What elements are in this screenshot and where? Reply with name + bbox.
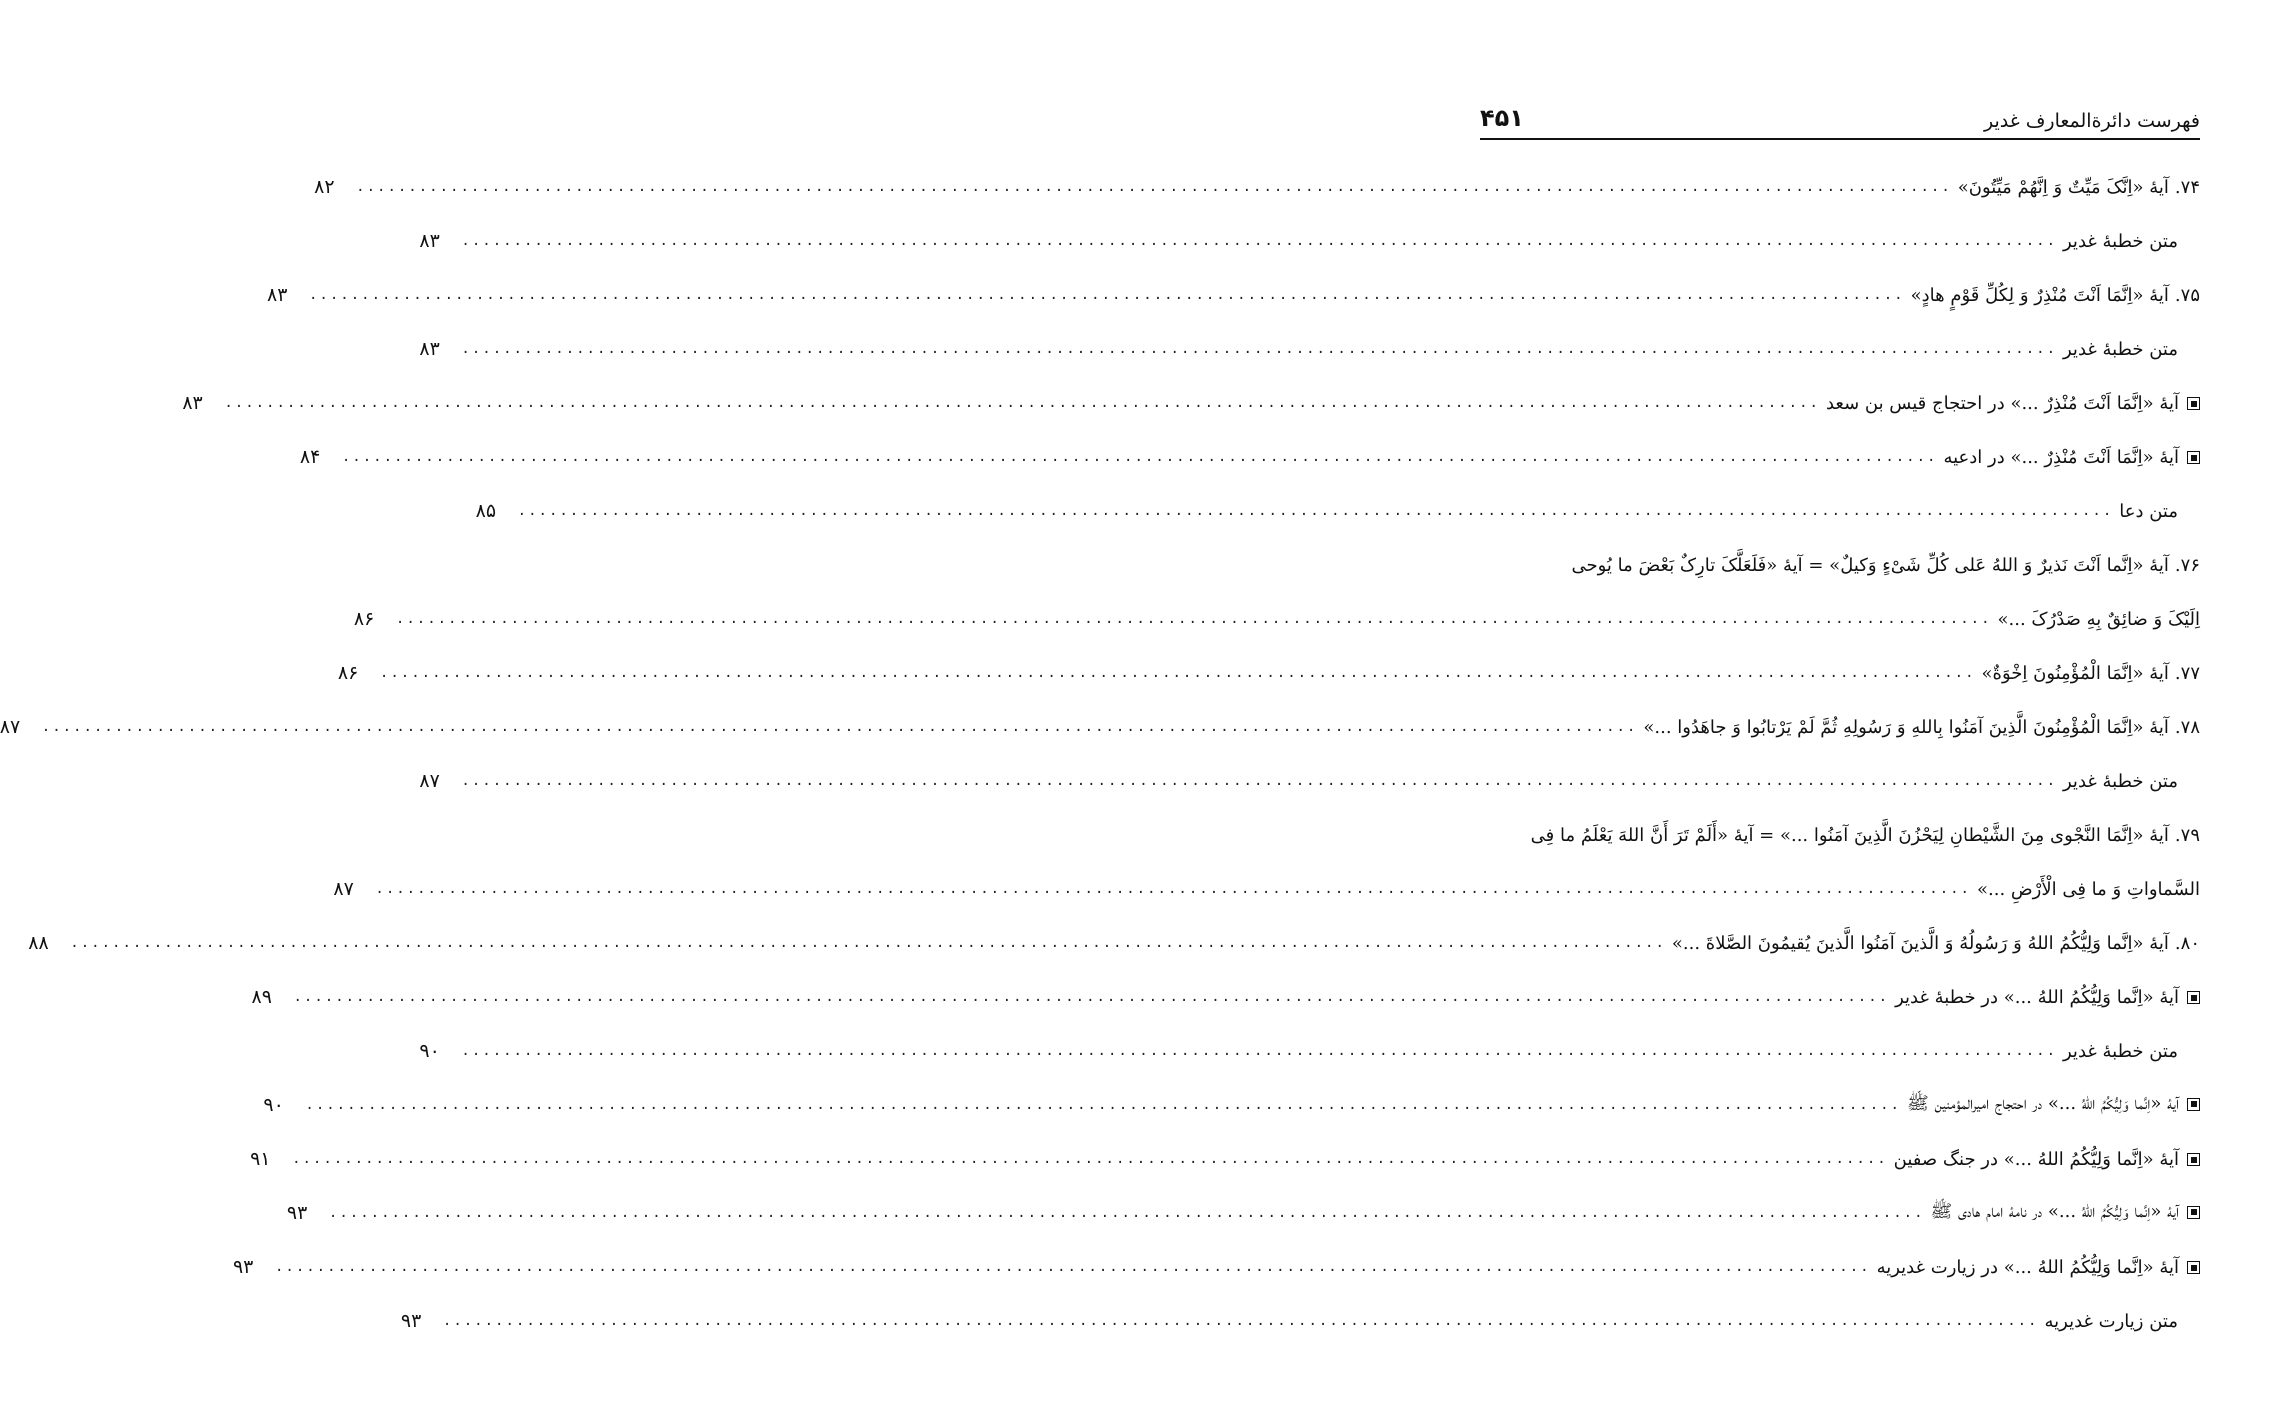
toc-entry: [299, 430, 2200, 484]
entry-title: آیهٔ «اِنَّمَا اَنْتَ مُنْذِرٌ وَ لِکُلِّ قَوْمٍ هادٍ»: [1910, 284, 2169, 306]
entry-title: متن خطبهٔ غدیر: [2063, 230, 2178, 252]
dot-leader: [342, 449, 1938, 465]
entry-page-number: ۸۳: [419, 230, 440, 252]
dot-leader: [70, 935, 1666, 951]
square-bullet-icon: [2187, 991, 2200, 1004]
dot-leader: [375, 881, 1971, 897]
dot-leader: [461, 773, 2057, 789]
entry-page-number: ۹۳: [400, 1310, 422, 1332]
toc-entry-text: [2044, 1311, 2178, 1332]
entry-page-number: ۹۰: [263, 1094, 284, 1116]
square-bullet-icon: [2187, 1261, 2200, 1274]
page-number: ۴۵۱: [1480, 104, 1524, 132]
dot-leader: [461, 233, 2057, 249]
dot-leader: [329, 1205, 1925, 1221]
table-of-contents: [0, 160, 2200, 1348]
entry-number: ۷۷.: [2174, 662, 2200, 684]
toc-entry: [400, 1294, 2200, 1348]
toc-entry-text: [1643, 717, 2200, 738]
toc-entry: [28, 916, 2200, 970]
toc-entry-text: [1982, 663, 2200, 684]
toc-entry: [0, 700, 2200, 754]
entry-number: ۷۶.: [2174, 554, 2200, 576]
entry-title: آیهٔ «اِنَّمَا الْمُؤْمِنُونَ اِخْوَةٌ»: [1981, 662, 2169, 684]
toc-entry-text: [1877, 1257, 2200, 1278]
toc-entry: [232, 1240, 2200, 1294]
toc-entry-text: [1571, 555, 2200, 576]
entry-title: اِلَیْکَ وَ ضائِقٌ بِهِ صَدْرُکَ ...»: [1997, 608, 2200, 630]
entry-title: السَّماواتِ وَ ما فِی الْأَرْضِ ...»: [1976, 878, 2200, 900]
entry-title: متن خطبهٔ غدیر: [2063, 1040, 2178, 1062]
entry-page-number: ۸۳: [182, 392, 203, 414]
toc-entry: [475, 484, 2200, 538]
toc-entry-text: [2063, 231, 2178, 252]
dot-leader: [224, 395, 1820, 411]
entry-number: ۷۴.: [2174, 176, 2200, 198]
toc-entry-text: [1672, 933, 2200, 954]
toc-entry-text: [1826, 393, 2200, 414]
dot-leader: [461, 341, 2057, 357]
toc-entry-text: [1894, 1149, 2200, 1170]
toc-entry: [251, 970, 2200, 1024]
entry-page-number: ۸۳: [267, 284, 288, 306]
entry-page-number: ۹۳: [232, 1256, 254, 1278]
toc-entry: [353, 592, 2200, 646]
dot-leader: [42, 719, 1638, 735]
dot-leader: [461, 1043, 2057, 1059]
toc-entry-text: [1998, 609, 2201, 630]
entry-title: آیهٔ «اِنَّمَا النَّجْوی مِنَ الشَّیْطانِ لِیَحْزُنَ الَّذِینَ آمَنُوا ...» = آیهٔ «أَلَمْ تَرَ أَنَّ اللهَ یَعْلَمُ ما فِی: [1530, 824, 2169, 846]
entry-title: آیهٔ «اِنَّمَا الْمُؤْمِنُونَ الَّذِینَ آمَنُوا بِاللهِ وَ رَسُولِهِ ثُمَّ لَمْ یَرْتابُوا وَ جاهَدُوا ...»: [1643, 716, 2169, 738]
entry-title: آیهٔ «اِنَّما وَلِیُّکُمُ اللهُ ...» در نامهٔ امام هادی ﷺ: [1930, 1201, 2179, 1222]
toc-entry-text: [1907, 1092, 2200, 1118]
toc-entry: [286, 1186, 2200, 1240]
toc-entry-text: [1531, 825, 2200, 846]
toc-entry-text: [1977, 879, 2200, 900]
square-bullet-icon: [2187, 1206, 2200, 1219]
dot-leader: [518, 503, 2114, 519]
running-title: فهرست دائرةالمعارف غدير: [1983, 110, 2200, 132]
entry-title: آیهٔ «اِنَّما وَلِیُّکُمُ اللهُ ...» در جنگ صفین: [1893, 1148, 2179, 1170]
toc-entry-text: [1943, 447, 2200, 468]
dot-leader: [443, 1313, 2039, 1329]
entry-page-number: ۸۳: [419, 338, 440, 360]
toc-entry: [333, 862, 2200, 916]
entry-title: متن زیارت غدیریه: [2044, 1310, 2178, 1332]
entry-title: متن خطبهٔ غدیر: [2063, 338, 2178, 360]
entry-page-number: ۸۷: [419, 770, 440, 792]
toc-entry: [250, 1132, 2200, 1186]
toc-entry: [419, 1024, 2200, 1078]
entry-page-number: ۸۸: [28, 932, 49, 954]
entry-page-number: ۸۷: [333, 878, 354, 900]
entry-title: آیهٔ «اِنَّکَ مَیِّتٌ وَ اِنَّهُمْ مَیِّتُونَ»: [1957, 176, 2169, 198]
entry-page-number: ۹۰: [419, 1040, 440, 1062]
toc-entry: [419, 754, 2200, 808]
entry-page-number: ۸۶: [353, 608, 375, 630]
entry-title: آیهٔ «اِنَّما وَلِیُّکُمُ اللهُ ...» در احتجاج امیرالمؤمنین ﷺ: [1906, 1093, 2179, 1114]
entry-page-number: ۸۶: [337, 662, 359, 684]
entry-title: آیهٔ «اِنَّمَا اَنْتَ مُنْذِرٌ ...» در احتجاج قیس بن سعد: [1825, 392, 2179, 414]
toc-entry: [267, 268, 2200, 322]
entry-title: متن دعا: [2119, 500, 2178, 522]
square-bullet-icon: [2187, 451, 2200, 464]
entry-page-number: ۹۳: [286, 1202, 308, 1224]
toc-entry: [337, 646, 2200, 700]
dot-leader: [356, 179, 1952, 195]
toc-entry-text: [2063, 771, 2178, 792]
toc-entry-text: [2063, 1041, 2178, 1062]
toc-entry-text: [2119, 501, 2178, 522]
dot-leader: [292, 1151, 1888, 1167]
entry-title: آیهٔ «اِنَّما اَنْتَ نَذیرٌ وَ اللهُ عَلی کُلِّ شَیْءٍ وَکیلٌ» = آیهٔ «فَلَعَلَّکَ تارِکٌ بَعْضَ ما یُوحی: [1571, 554, 2169, 576]
toc-entry-text: [1911, 285, 2200, 306]
toc-entry-text: [1931, 1200, 2200, 1226]
dot-leader: [309, 287, 1905, 303]
dot-leader: [305, 1097, 1901, 1113]
toc-entry: [1480, 808, 2200, 862]
toc-entry-text: [1958, 177, 2200, 198]
page-header: [1480, 92, 2200, 140]
entry-title: آیهٔ «اِنَّما وَلِیُّکُمُ اللهُ وَ رَسُولُهُ وَ الَّذینَ آمَنُوا الَّذینَ یُقیمُونَ الصَّلاةَ ...»: [1671, 932, 2169, 954]
square-bullet-icon: [2187, 1098, 2200, 1111]
toc-entry: [182, 376, 2200, 430]
entry-title: متن خطبهٔ غدیر: [2063, 770, 2178, 792]
entry-title: آیهٔ «اِنَّما وَلِیُّکُمُ اللهُ ...» در خطبهٔ غدیر: [1895, 986, 2179, 1008]
entry-page-number: ۸۹: [251, 986, 272, 1008]
toc-entry: [419, 214, 2200, 268]
entry-number: ۷۹.: [2174, 824, 2200, 846]
dot-leader: [293, 989, 1889, 1005]
entry-page-number: ۸۵: [475, 500, 497, 522]
toc-entry-text: [1895, 987, 2200, 1008]
square-bullet-icon: [2187, 397, 2200, 410]
dot-leader: [275, 1259, 1871, 1275]
entry-title: آیهٔ «اِنَّمَا اَنْتَ مُنْذِرٌ ...» در ادعیه: [1943, 446, 2179, 468]
entry-number: ۷۸.: [2174, 716, 2200, 738]
entry-number: ۸۰.: [2174, 932, 2200, 954]
toc-entry: [263, 1078, 2200, 1132]
square-bullet-icon: [2187, 1153, 2200, 1166]
entry-number: ۷۵.: [2174, 284, 2200, 306]
entry-page-number: ۸۷: [0, 716, 21, 738]
toc-entry: [419, 322, 2200, 376]
entry-page-number: ۹۱: [250, 1148, 271, 1170]
toc-entry: [1480, 538, 2200, 592]
dot-leader: [380, 665, 1976, 681]
toc-entry-text: [2063, 339, 2178, 360]
entry-page-number: ۸۴: [299, 446, 321, 468]
entry-page-number: ۸۲: [314, 176, 335, 198]
entry-title: آیهٔ «اِنَّما وَلِیُّکُمُ اللهُ ...» در زیارت غدیریه: [1876, 1256, 2179, 1278]
dot-leader: [396, 611, 1992, 627]
toc-entry: [314, 160, 2200, 214]
